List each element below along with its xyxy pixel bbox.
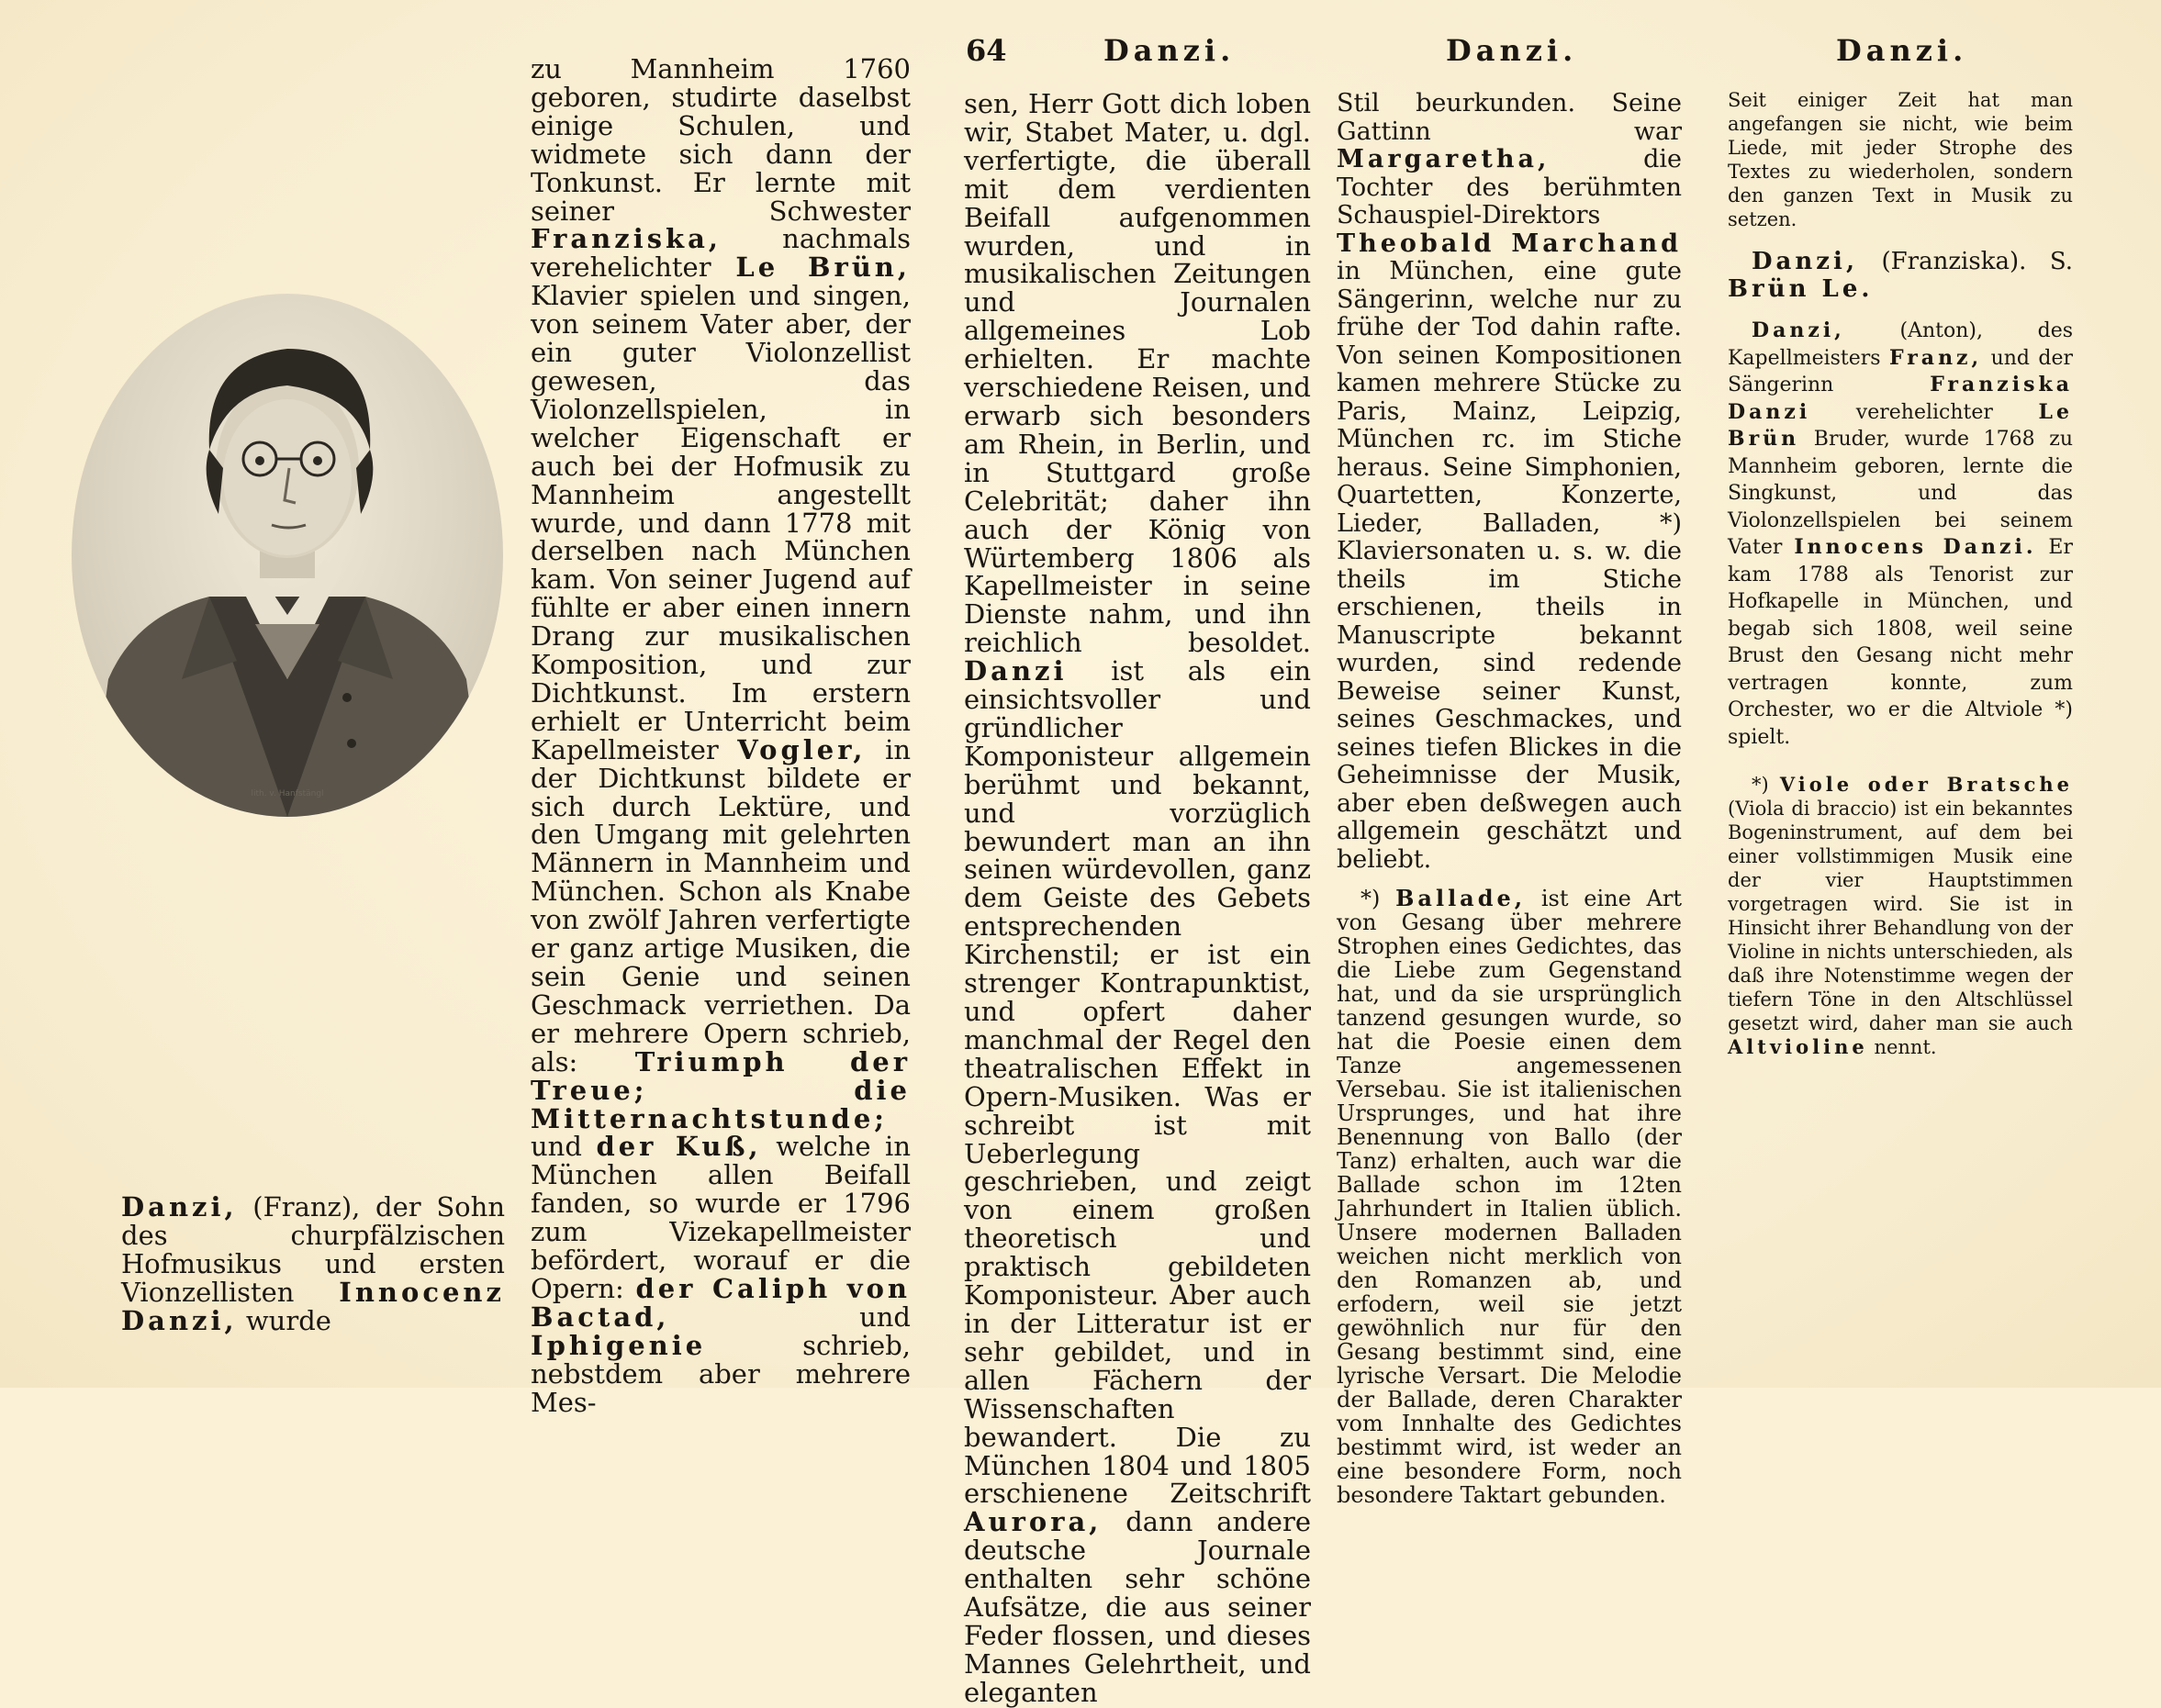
column-5 (1728, 88, 2073, 1059)
entry3-text-2: und der Sängerinn (1728, 346, 2073, 396)
running-head-3: Danzi. (1836, 33, 1968, 68)
running-head-1: Danzi. (1103, 33, 1236, 68)
entry3-text-5: Er kam 1788 als Tenorist zur Hofkapelle in München, und begab sich 1808, weil seine Brust den Gesang nicht mehr vertragen konnte, zum Orchester, wo er die Altviole *) spielt. (1728, 536, 2073, 749)
lebrun-name-2: Le Brün (1728, 399, 2073, 451)
col3-text-2: ist als ein einsichtsvoller und gründlicher Komponisteur allgemein berühmt und bekannt, und vorzüglich bewundert man an ihn seinen würdevollen, ganz dem Geiste des Gebets entsprechenden Kirchenstil; er ist ein strenger Kontrapunktist, und opfert daher manchmal der Regel den theatralischen Effekt in Opern-Musiken. Was er schreibt ist mit Ueberlegung geschrieben, und zeigt von einem großen theoretisch und praktisch gebildeten Komponisteur. Aber auch in der Litteratur ist er sehr gebildet, und in allen Fächern der Wissenschaften bewandert. Die zu München 1804 und 1805 erschienene Zeitschrift (964, 655, 1311, 1510)
entry2-ref: Brün Le. (1728, 275, 1874, 303)
column-4 (1337, 90, 1682, 1507)
opera-title-5: Iphigenie (531, 1329, 707, 1361)
col3-text-1: sen, Herr Gott dich loben wir, Stabet Mater, u. dgl. verfertigte, die überall mit dem verdienten Beifall aufgenommen wurden, und in musikalischen Zeitungen und Journalen allgemeines Lob erhielten. Er machte verschiedene Reisen, und erwarb sich besonders am Rhein, in Berlin, und in Stuttgard große Celebrität; daher ihn auch der König von Würtemberg 1806 als Kapellmeister in seine Dienste nahm, und ihn reichlich besoldet. (964, 88, 1311, 659)
footnote2-mark: *) (1752, 774, 1769, 796)
col4-text-3: in München, eine gute Sängerinn, welche nur zu frühe der Tod dahin rafte. Von seinen Kompositionen kamen mehrere Stücke zu Paris, Mainz, Leipzig, München rc. im Stiche heraus. Seine Simphonien, Quartetten, Konzerte, Lieder, Balladen, *) Klaviersonaten u. s. w. die theils im Stiche erschienen, theils in Manuscripte bekannt wurden, sind redende Beweise seiner Kunst, seines Geschmackes, und seines tiefen Blickes in die Geheimnisse der Musik, aber eben deßwegen auch allgemein geschätzt und beliebt. (1337, 257, 1682, 874)
entry-text-1: (Franz), der Sohn des churpfälzischen Hofmusikus und ersten Vionzellisten (121, 1191, 505, 1308)
bruder-word: Bruder, (1813, 428, 1890, 451)
entry-name: Danzi, (121, 1191, 238, 1222)
entry3-text-3: verehelichter (1855, 400, 1993, 424)
portrait-caption: lith. v. Hanfstängl (251, 789, 324, 798)
column-1 (121, 1193, 505, 1335)
entry2-name: Danzi, (1752, 248, 1858, 275)
wife-name: Margaretha, (1337, 145, 1551, 173)
marchand-name: Theobald Marchand (1337, 229, 1682, 258)
sister-name: Franziska, (531, 223, 722, 255)
opera-title-3: der Kuß, (596, 1131, 762, 1163)
column-3 (964, 90, 1311, 1707)
col5-intro: Seit einiger Zeit hat man angefangen sie nicht, wie beim Liede, mit jeder Strophe des Textes zu wiederholen, sondern den ganzen Text in Musik zu setzen. (1728, 89, 2073, 230)
footnote-term: Ballade, (1395, 885, 1527, 911)
franz-name: Franz, (1888, 345, 1983, 370)
footnote2-end: nennt. (1874, 1036, 1937, 1058)
portrait-drawing (72, 294, 503, 817)
father-name: Innocenz Danzi, (121, 1276, 505, 1336)
column-2 (531, 55, 911, 1417)
vogler-name: Vogler, (737, 733, 867, 765)
footnote2-term: Viole oder Bratsche (1779, 773, 2073, 796)
innocens-name: Innocens Danzi. (1794, 535, 2037, 559)
aurora-title: Aurora, (964, 1506, 1103, 1538)
danzi-name: Danzi (964, 655, 1068, 687)
opera-title-1: Triumph der Treue; (531, 1045, 911, 1106)
col2-text-6: welche in München allen Beifall fanden, so wurde er 1796 zum Vizekapellmeister befördert, worauf er die Opern: (531, 1131, 912, 1304)
footnote-text: ist eine Art von Gesang über mehrere Strophen eines Gedichtes, das die Liebe zum Gegenstand hat, und da sie ursprünglich tanzend gesungen wurde, so hat die Poesie einen dem Tanze angemessenen Versebau. Sie ist italienischen Ursprunges, und hat ihre Benennung von Ballo (der Tanz) erhalten, auch war die Ballade schon im 12ten Jahrhundert in Italien üblich. Unsere modernen Balladen weichen nicht merklich von den Romanzen ab, und erfodern, weil sie jetzt gewöhnlich nur für den Gesang bestimmt sind, eine lyrische Versart. Die Melodie der Ballade, deren Charakter vom Innhalte des Gedichtes bestimmt wird, ist weder an eine besondere Form, noch besondere Taktart gebunden. (1337, 886, 1682, 1508)
page-number: 64 (966, 33, 1007, 68)
col2-text-8: schrieb, nebstdem aber mehrere Mes- (531, 1329, 911, 1418)
col4-text-2: die Tochter des berühmten Schauspiel-Direktors (1337, 145, 1682, 229)
col2-text-3: Klavier spielen und singen, von seinem Vater aber, der ein guter Violonzellist gewesen, das Violonzellspielen, in welcher Eigenschaft er auch bei der Hofmusik zu Mannheim angestellt wurde, und dann 1778 mit derselben nach München kam. Von seiner Jugend auf fühlte er aber einen innern Drang zur musikalischen Komposition, und zur Dichtkunst. Im erstern erhielt er Unterricht beim Kapellmeister (531, 280, 911, 765)
col2-text-5: und (531, 1131, 582, 1163)
running-head-2: Danzi. (1446, 33, 1578, 68)
entry3-text-4: wurde 1768 zu Mannheim geboren, lernte die Singkunst, und das Violonzellspielen bei seinem Vater (1728, 428, 2073, 559)
franziska-name: Franziska Danzi (1728, 373, 2073, 424)
opera-title-2: die Mitternachtstunde; (531, 1074, 911, 1134)
footnote2-text: (Viola di braccio) ist ein bekanntes Bogeninstrument, auf dem bei einer vollstimmigen Musik eine der vier Hauptstimmen vorgetragen wird. Sie ist in Hinsicht ihrer Behandlung von der Violine in nichts unterschieden, als daß ihre Notenstimme wegen der tiefern Töne in den Altschlüssel gesetzt wird, daher man sie auch (1728, 798, 2073, 1034)
lebrun-name: Le Brün, (735, 251, 911, 284)
col2-text-1: zu Mannheim 1760 geboren, studirte daselbst einige Schulen, und widmete sich dann der Tonkunst. Er lernte mit seiner Schwester (531, 53, 911, 227)
footnote-mark: *) (1360, 886, 1381, 911)
col3-text-3: dann andere deutsche Journale enthalten sehr schöne Aufsätze, die aus seiner Feder flossen, und dieses Mannes Gelehrtheit, und eleganten (964, 1506, 1311, 1708)
altvioline-word: Altvioline (1728, 1035, 1868, 1058)
col2-text-2: nachmals verehelichter (531, 223, 911, 284)
entry3-text-1: (Anton), des Kapellmeisters (1728, 319, 2074, 370)
col2-text-4: in der Dichtkunst bildete er sich durch Lektüre, und den Umgang mit gelehrten Männern in Mannheim und München. Schon als Knabe von zwölf Jahren verfertigte er ganz artige Musiken, die sein Genie und seinen Geschmack verriethen. Da er mehrere Opern schrieb, als: (531, 733, 912, 1077)
entry3-name: Danzi, (1752, 318, 1845, 342)
col2-text-7: und (859, 1301, 911, 1333)
entry-text-2: wurde (245, 1304, 331, 1336)
col4-text-1: Stil beurkunden. Seine Gattinn war (1337, 89, 1682, 146)
opera-title-4: der Caliph von Bactad, (531, 1272, 911, 1333)
entry2-text: (Franziska). S. (1881, 248, 2073, 275)
portrait-lithograph (72, 294, 503, 817)
